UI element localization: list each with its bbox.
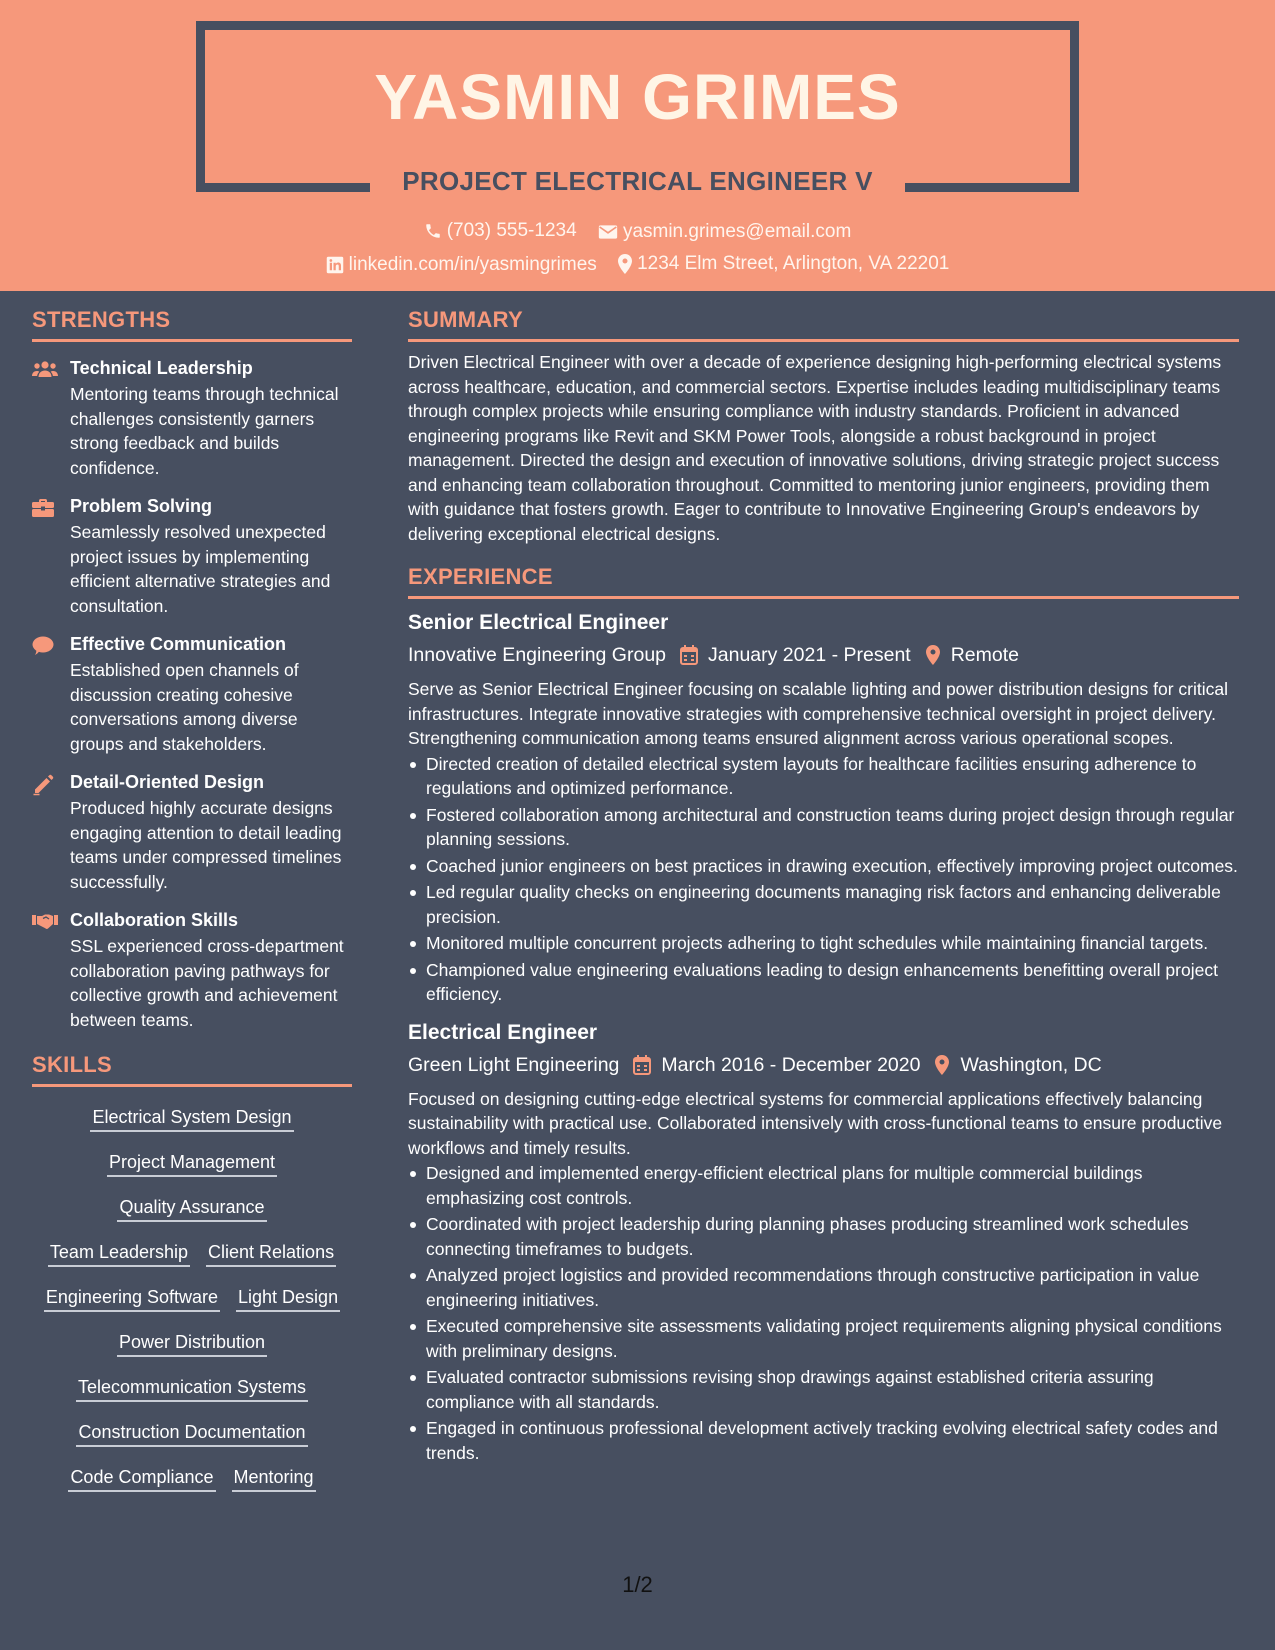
skill-tag: Quality Assurance — [117, 1195, 266, 1222]
speech-bubble-icon — [32, 636, 54, 656]
job-company: Green Light Engineering — [408, 1053, 620, 1076]
strength-item — [32, 356, 352, 480]
job-entry — [408, 609, 1239, 1007]
phone-contact[interactable] — [424, 220, 577, 242]
strength-title: Technical Leadership — [70, 358, 253, 378]
skill-tag: Mentoring — [232, 1465, 316, 1492]
job-dates: January 2021 - Present — [708, 644, 911, 666]
toolbox-icon — [32, 498, 54, 518]
strength-item — [32, 770, 352, 894]
address-contact — [618, 253, 949, 275]
strengths-heading: STRENGTHS — [32, 307, 352, 342]
users-icon — [32, 360, 58, 378]
job-entry — [408, 1019, 1239, 1466]
strength-title: Detail-Oriented Design — [70, 772, 265, 792]
address-text: 1234 Elm Street, Arlington, VA 22201 — [637, 253, 950, 274]
linkedin-icon — [326, 256, 344, 274]
skill-tag: Project Management — [107, 1150, 277, 1177]
job-dates: March 2016 - December 2020 — [661, 1053, 921, 1076]
job-bullet: Fostered collaboration among architectural and construction teams during project design through regular planning sessions. — [408, 803, 1239, 852]
job-bullets — [408, 1161, 1239, 1465]
job-description: Focused on designing cutting-edge electrical systems for commercial applications effectively balancing sustainability with practical use. Collaborated intensively with cross-functional teams to ensure productive workflows and timely results. — [408, 1088, 1223, 1158]
map-pin-icon — [925, 645, 941, 665]
job-location: Washington, DC — [960, 1053, 1102, 1076]
job-bullet: Led regular quality checks on engineering documents managing risk factors and enhancing deliverable precision. — [408, 880, 1239, 929]
skills-heading: SKILLS — [32, 1052, 352, 1087]
phone-icon — [424, 222, 442, 240]
right-column — [408, 291, 1239, 1467]
strength-desc: SSL experienced cross-department collaboration paving pathways for collective growth and achievement between teams. — [70, 936, 344, 1030]
contact-row-1 — [0, 220, 1275, 246]
linkedin-contact[interactable] — [326, 254, 597, 276]
job-bullet: Coordinated with project leadership during planning phases producing streamlined work schedules connecting timeframes to budgets. — [408, 1212, 1239, 1261]
candidate-name: YASMIN GRIMES — [374, 61, 901, 133]
linkedin-text: linkedin.com/in/yasmingrimes — [348, 254, 597, 275]
summary-heading: SUMMARY — [408, 307, 1239, 342]
handshake-icon — [32, 912, 58, 930]
job-bullet: Directed creation of detailed electrical system layouts for healthcare facilities ensuring adherence to regulations and optimized performance. — [408, 752, 1239, 801]
experience-heading: EXPERIENCE — [408, 564, 1239, 599]
calendar-icon — [633, 1055, 651, 1075]
skill-tag: Engineering Software — [44, 1285, 220, 1312]
job-bullet: Engaged in continuous professional development actively tracking evolving electrical safety codes and trends. — [408, 1416, 1239, 1465]
skill-tag: Client Relations — [206, 1240, 336, 1267]
skill-tag: Code Compliance — [68, 1465, 215, 1492]
skill-tag: Construction Documentation — [76, 1420, 307, 1447]
job-bullet: Executed comprehensive site assessments validating project requirements aligning physical conditions with preliminary designs. — [408, 1314, 1239, 1363]
job-meta — [408, 1051, 1239, 1079]
strength-item — [32, 632, 352, 756]
strengths-list — [32, 356, 352, 1032]
strength-title: Problem Solving — [70, 496, 213, 516]
job-bullet: Championed value engineering evaluations leading to design enhancements benefitting overall project efficiency. — [408, 958, 1239, 1007]
skill-tag: Telecommunication Systems — [76, 1375, 308, 1402]
job-location: Remote — [950, 644, 1019, 666]
strength-desc: Established open channels of discussion creating cohesive conversations among diverse groups and stakeholders. — [70, 660, 299, 754]
email-contact[interactable] — [598, 221, 851, 243]
contact-row-2 — [0, 253, 1275, 280]
strength-desc: Mentoring teams through technical challenges consistently garners strong feedback and builds confidence. — [70, 384, 339, 478]
page-number: 1/2 — [622, 1572, 653, 1597]
skill-tag: Team Leadership — [48, 1240, 190, 1267]
job-description: Serve as Senior Electrical Engineer focusing on scalable lighting and power distribution designs for critical infrastructures. Integrate innovative strategies with comprehensive technical oversight in project delivery. Strengthening communication among teams ensured alignment across various operational scopes. — [408, 679, 1229, 748]
job-bullet: Coached junior engineers on best practices in drawing execution, effectively improving project outcomes. — [408, 854, 1239, 879]
skill-tag: Electrical System Design — [90, 1105, 293, 1132]
strength-title: Effective Communication — [70, 634, 287, 654]
phone-text: (703) 555-1234 — [446, 220, 577, 241]
resume-header — [0, 0, 1275, 291]
strength-desc: Produced highly accurate designs engaging attention to detail leading teams under compressed timelines successfully. — [70, 798, 342, 892]
job-bullet: Evaluated contractor submissions revising shop drawings against established criteria assuring compliance with all standards. — [408, 1365, 1239, 1414]
pencil-icon — [32, 774, 54, 796]
job-bullet: Analyzed project logistics and provided recommendations through constructive participation in value engineering initiatives. — [408, 1263, 1239, 1312]
job-bullet: Designed and implemented energy-efficient electrical plans for multiple commercial buildings emphasizing cost controls. — [408, 1161, 1239, 1210]
calendar-icon — [680, 645, 698, 665]
strength-item — [32, 908, 352, 1032]
strength-title: Collaboration Skills — [70, 910, 239, 930]
skills-list — [32, 1105, 352, 1492]
job-bullets — [408, 752, 1239, 1007]
job-company: Innovative Engineering Group — [408, 644, 667, 666]
job-meta — [408, 641, 1239, 669]
candidate-title: PROJECT ELECTRICAL ENGINEER V — [402, 166, 873, 196]
map-pin-icon — [934, 1055, 950, 1075]
summary-text: Driven Electrical Engineer with over a decade of experience designing high-performing electrical systems across healthcare, education, and commercial sectors. Expertise includes leading multidisciplinary teams through complex projects while ensuring compliance with industry standards. Proficient in advanced engineering programs like Revit and SKM Power Tools, alongside a robust background in project management. Directed the design and execution of innovative solutions, driving strategic project success and enhancing team collaboration throughout. Committed to mentoring junior engineers, providing them with guidance that fosters growth. Eager to contribute to Innovative Engineering Group's endeavors by delivering exceptional electrical designs. — [408, 352, 1222, 544]
strength-desc: Seamlessly resolved unexpected project issues by implementing efficient alternative strategies and consultation. — [70, 522, 331, 616]
map-pin-icon — [618, 254, 632, 274]
envelope-icon — [598, 224, 618, 240]
strength-item — [32, 494, 352, 618]
left-column — [32, 291, 352, 1510]
skill-tag: Light Design — [236, 1285, 340, 1312]
skill-tag: Power Distribution — [117, 1330, 267, 1357]
job-title: Electrical Engineer — [408, 1020, 598, 1044]
job-bullet: Monitored multiple concurrent projects adhering to tight schedules while maintaining financial targets. — [408, 931, 1239, 956]
email-text: yasmin.grimes@email.com — [622, 221, 852, 242]
job-title: Senior Electrical Engineer — [408, 611, 669, 634]
